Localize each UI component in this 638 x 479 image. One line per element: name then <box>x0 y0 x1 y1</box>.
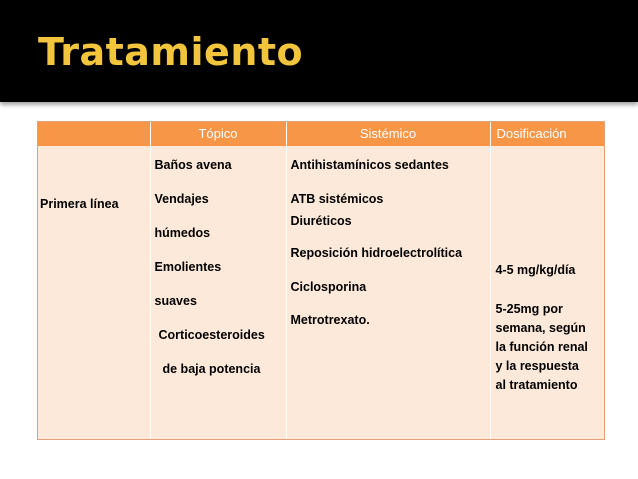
row-label: Primera línea <box>40 197 119 211</box>
sistemico-cell <box>286 146 490 439</box>
header-sistemico: Sistémico <box>286 121 490 146</box>
sistemico-line: ATB sistémicos <box>290 192 384 206</box>
row-label-cell <box>37 146 150 439</box>
table-row <box>37 146 605 439</box>
topico-line: de baja potencia <box>162 362 261 376</box>
topico-line: Emolientes <box>154 260 222 274</box>
dosificacion-line: al tratamiento <box>495 378 578 392</box>
header-row <box>37 121 605 146</box>
header-dosificacion: Dosificación <box>490 121 605 146</box>
topico-line: Corticoesteroides <box>158 328 265 342</box>
dosificacion-line: 5-25mg por <box>495 302 563 316</box>
topico-line: suaves <box>154 294 197 308</box>
sistemico-line: Diuréticos <box>290 214 352 228</box>
treatment-table <box>37 121 605 439</box>
topico-line: Baños avena <box>154 158 232 172</box>
dosificacion-line: 4-5 mg/kg/día <box>495 263 576 277</box>
dosificacion-line: la función renal <box>495 340 588 354</box>
sistemico-line: Antihistamínicos sedantes <box>290 158 449 172</box>
sistemico-line: Reposición hidroelectrolítica <box>290 246 463 260</box>
topico-line: Vendajes <box>154 192 209 206</box>
dosificacion-line: y la respuesta <box>495 359 579 373</box>
header-empty <box>37 121 150 146</box>
title-bar <box>0 0 638 102</box>
topico-line: húmedos <box>154 226 211 240</box>
sistemico-line: Ciclosporina <box>290 280 367 294</box>
topico-cell <box>150 146 286 439</box>
header-topico: Tópico <box>150 121 286 146</box>
sistemico-line: Metrotrexato. <box>290 313 370 327</box>
dosificacion-cell <box>490 146 605 439</box>
dosificacion-line: semana, según <box>495 321 586 335</box>
slide-title: Tratamiento <box>38 30 304 74</box>
